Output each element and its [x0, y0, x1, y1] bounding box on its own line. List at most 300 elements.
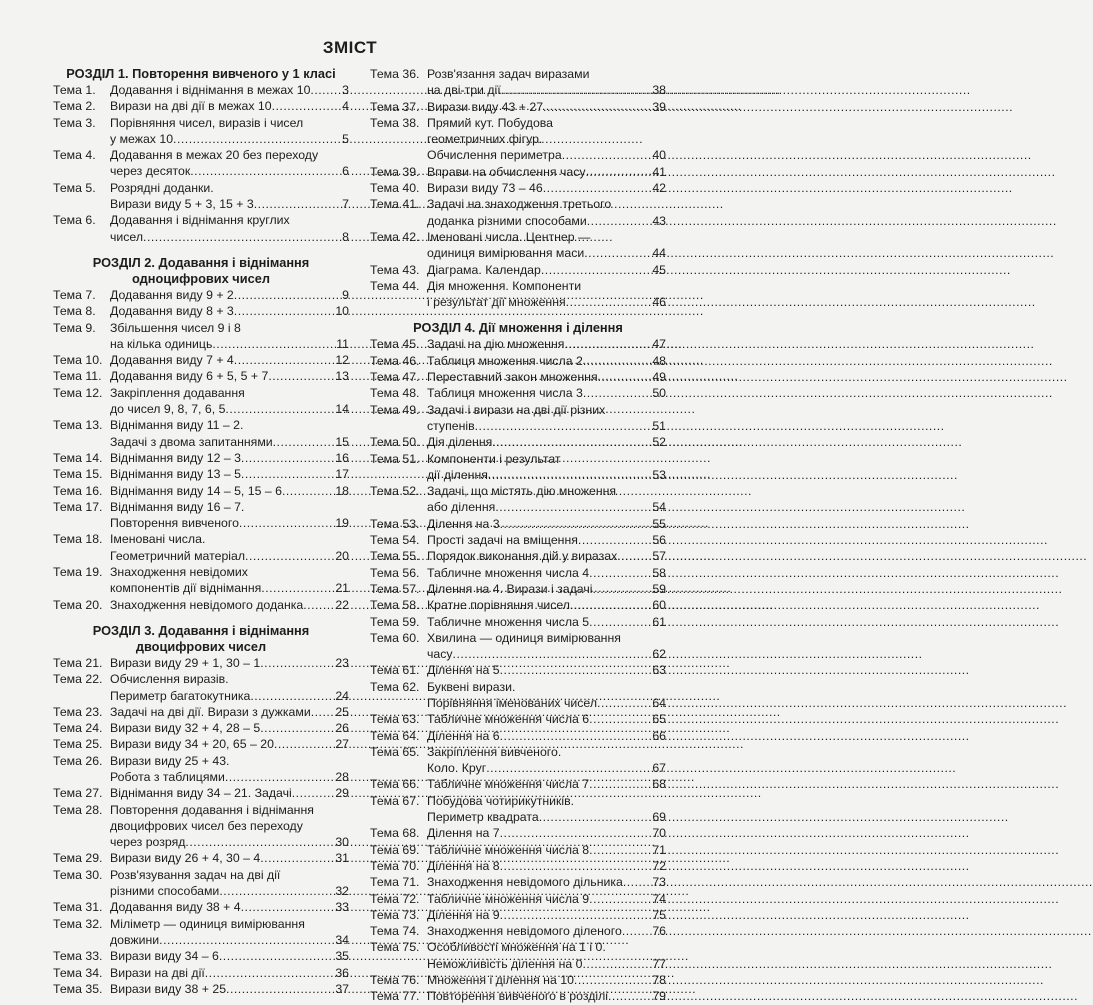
topic-line	[427, 336, 666, 352]
page-number: 35	[335, 949, 349, 964]
topic-line	[427, 874, 666, 890]
page-number: 17	[335, 467, 349, 482]
topic-title-text: Іменовані числа. Центнер —	[427, 229, 591, 244]
topic-line	[427, 679, 666, 695]
topic-body	[110, 867, 349, 900]
dot-leader	[500, 516, 651, 532]
topic-title-text: Геометричний матеріал	[110, 548, 246, 563]
topic-line	[110, 531, 349, 547]
topic-number: Тема 52.	[370, 484, 420, 499]
dot-leader	[617, 548, 650, 564]
topic-line	[427, 760, 666, 776]
topic-line	[427, 99, 666, 115]
topic-body	[427, 614, 666, 630]
dot-leader	[310, 82, 340, 98]
dot-leader	[488, 467, 650, 483]
topic-line	[110, 899, 349, 915]
dot-leader	[587, 213, 651, 229]
page-number: 10	[335, 304, 349, 319]
toc-entry	[370, 115, 666, 164]
topic-line	[427, 147, 666, 163]
topic-number: Тема 48.	[370, 386, 420, 401]
topic-body	[110, 368, 349, 384]
topic-title-text: і результат дії множення	[427, 295, 566, 310]
topic-line	[427, 548, 666, 564]
toc-entry	[53, 597, 349, 613]
toc-entry	[370, 874, 666, 890]
page-number: 53	[652, 467, 666, 482]
topic-line	[427, 115, 666, 131]
topic-line	[427, 434, 666, 450]
dot-leader	[486, 760, 650, 776]
page-number: 15	[335, 434, 349, 449]
topic-body	[427, 858, 666, 874]
toc-entry	[53, 82, 349, 98]
toc-entry	[370, 385, 666, 401]
section-heading-line: РОЗДІЛ 1. Повторення вивченого у 1 класі	[66, 66, 336, 81]
topic-number: Тема 20.	[53, 597, 103, 612]
topic-body	[427, 369, 666, 385]
dot-leader	[190, 163, 340, 179]
topic-body	[427, 278, 666, 311]
topic-body	[427, 196, 666, 229]
page-number: 60	[652, 598, 666, 613]
topic-title-text: через десяток	[110, 164, 191, 179]
topic-body	[110, 916, 349, 949]
topic-title-text: Вирази виду 73 – 46	[427, 181, 543, 196]
topic-number: Тема 3.	[53, 115, 96, 130]
topic-number: Тема 38.	[370, 115, 420, 130]
topic-line	[110, 655, 349, 671]
topic-line	[427, 744, 666, 760]
topic-title-text: Задачі на дію множення	[427, 337, 565, 352]
topic-line	[110, 688, 349, 704]
dot-leader	[589, 842, 650, 858]
dot-leader	[570, 597, 650, 613]
topic-number: Тема 41.	[370, 197, 420, 212]
topic-title-text: Периметр квадрата	[427, 810, 539, 825]
toc-entry	[370, 483, 666, 516]
toc-entry	[53, 981, 349, 997]
topic-line	[110, 417, 349, 433]
topic-title-text: Дія ділення	[427, 435, 493, 450]
toc-entry	[370, 402, 666, 435]
dot-leader	[492, 434, 650, 450]
topic-body	[427, 99, 666, 115]
topic-title-text: часу	[427, 647, 453, 662]
topic-line	[110, 131, 349, 147]
topic-body	[427, 874, 666, 890]
dot-leader	[593, 581, 651, 597]
dot-leader	[250, 688, 333, 704]
topic-number: Тема 6.	[53, 213, 96, 228]
topic-line	[110, 450, 349, 466]
page-number: 18	[335, 483, 349, 498]
dot-leader	[589, 614, 650, 630]
dot-leader	[597, 695, 650, 711]
dot-leader	[241, 450, 333, 466]
dot-leader	[623, 874, 650, 890]
topic-title-text: Табличне множення числа 6	[427, 712, 590, 727]
topic-number: Тема 14.	[53, 450, 103, 465]
toc-entry	[53, 867, 349, 900]
topic-line	[110, 287, 349, 303]
dot-leader	[261, 580, 333, 596]
topic-line	[110, 336, 349, 352]
topic-body	[427, 353, 666, 369]
topic-number: Тема 71.	[370, 875, 420, 890]
page-number: 24	[335, 688, 349, 703]
topic-number: Тема 56.	[370, 565, 420, 580]
topic-body	[427, 711, 666, 727]
topic-number: Тема 65.	[370, 744, 420, 759]
topic-body	[110, 720, 349, 736]
topic-number: Тема 60.	[370, 630, 420, 645]
dot-leader	[539, 809, 651, 825]
toc-entry	[370, 196, 666, 229]
topic-body	[427, 923, 666, 939]
topic-line	[427, 294, 666, 310]
dot-leader	[241, 899, 334, 915]
topic-body	[427, 597, 666, 613]
topic-title-text: Діаграма. Календар	[427, 262, 541, 277]
topic-line	[427, 842, 666, 858]
topic-number: Тема 13.	[53, 418, 103, 433]
topic-number: Тема 25.	[53, 737, 103, 752]
topic-number: Тема 44.	[370, 278, 420, 293]
topic-number: Тема 1.	[53, 83, 96, 97]
topic-number: Тема 62.	[370, 679, 420, 694]
toc-entry	[370, 858, 666, 874]
topic-line	[110, 483, 349, 499]
topic-body	[110, 655, 349, 671]
dot-leader	[260, 655, 333, 671]
topic-number: Тема 31.	[53, 900, 103, 915]
topic-title-text: довжини	[110, 932, 160, 947]
topic-body	[427, 776, 666, 792]
topic-number: Тема 4.	[53, 148, 96, 163]
toc-entry	[370, 679, 666, 712]
toc-entry	[53, 450, 349, 466]
topic-title-text: Вирази виду 32 + 4, 28 – 5	[110, 721, 261, 736]
topic-line	[110, 196, 349, 212]
page-number: 31	[335, 851, 349, 866]
page-number: 55	[652, 516, 666, 531]
topic-line	[110, 753, 349, 769]
topic-number: Тема 50.	[370, 435, 420, 450]
topic-title-text: Розв'язування задач на дві дії	[110, 867, 281, 882]
topic-line	[110, 180, 349, 196]
topic-title-text: Ділення на 8	[427, 858, 500, 873]
toc-entry	[370, 262, 666, 278]
topic-number: Тема 24.	[53, 721, 103, 736]
toc-entry	[53, 802, 349, 851]
topic-number: Тема 37.	[370, 99, 420, 114]
topic-body	[427, 483, 666, 516]
section-heading-line: одноцифрових чисел	[132, 270, 270, 286]
topic-body	[427, 164, 666, 180]
toc-entry	[53, 948, 349, 964]
topic-title-text: дії ділення	[427, 467, 488, 482]
topic-number: Тема 75.	[370, 940, 420, 955]
topic-title-text: компонентів дії віднімання	[110, 581, 262, 596]
topic-line	[110, 932, 349, 948]
topic-line	[427, 614, 666, 630]
toc-entry	[53, 212, 349, 245]
topic-number: Тема 36.	[370, 67, 420, 81]
dot-leader	[143, 229, 340, 245]
page-number: 78	[652, 973, 666, 988]
topic-number: Тема 70.	[370, 858, 420, 873]
section-heading	[53, 623, 349, 655]
topic-line	[110, 466, 349, 482]
topic-title-text: Задачі, що містять дію множення	[427, 484, 617, 499]
toc-entry	[370, 776, 666, 792]
topic-title-text: Обчислення периметра	[427, 148, 562, 163]
page-number: 77	[652, 956, 666, 971]
topic-title-text: двоцифрових чисел без переходу	[110, 818, 303, 833]
page-number: 20	[335, 548, 349, 563]
dot-leader	[453, 646, 651, 662]
page-number: 42	[652, 181, 666, 196]
topic-title-text: Компоненти і результат	[427, 451, 561, 466]
topic-title-text: Прості задачі на вміщення	[427, 533, 578, 548]
topic-line	[427, 532, 666, 548]
page-number: 37	[335, 981, 349, 996]
toc-entry	[53, 671, 349, 704]
page-number: 5	[342, 131, 349, 146]
topic-title-text: Ділення на 7	[427, 826, 500, 841]
dot-leader	[475, 418, 651, 434]
dot-leader	[260, 720, 333, 736]
toc-entry	[370, 164, 666, 180]
topic-line	[427, 131, 666, 147]
topic-line	[110, 515, 349, 531]
topic-title-text: Ділення на 3	[427, 516, 500, 531]
toc-entry	[53, 287, 349, 303]
topic-title-text: Табличне множення числа 5	[427, 614, 590, 629]
topic-title-text: Ділення на 5	[427, 663, 500, 678]
toc-entry	[53, 704, 349, 720]
topic-number: Тема 22.	[53, 672, 103, 687]
topic-title-text: Особливості множення на 1 і 0.	[427, 940, 606, 955]
page-number: 36	[335, 965, 349, 980]
topic-title-text: Віднімання виду 13 – 5	[110, 467, 241, 482]
topic-body	[427, 907, 666, 923]
topic-body	[427, 988, 666, 1004]
dot-leader	[260, 850, 333, 866]
topic-number: Тема 57.	[370, 581, 420, 596]
page-title: ЗМІСТ	[322, 38, 378, 57]
page-number: 74	[652, 891, 666, 906]
topic-line	[110, 818, 349, 834]
topic-title-text: Коло. Круг	[427, 761, 487, 776]
topic-line	[427, 695, 666, 711]
topic-title-text: Вирази виду 43 + 27	[427, 99, 544, 114]
topic-title-text: Додавання виду 8 + 3	[110, 304, 234, 319]
topic-line	[110, 981, 349, 997]
dot-leader	[212, 336, 334, 352]
topic-number: Тема 27.	[53, 786, 103, 801]
topic-body	[427, 972, 666, 988]
topic-line	[427, 972, 666, 988]
toc-entry	[370, 842, 666, 858]
dot-leader	[239, 515, 333, 531]
dot-leader	[543, 180, 651, 196]
topic-line	[427, 418, 666, 434]
topic-body	[110, 671, 349, 704]
topic-line	[110, 115, 349, 131]
topic-line	[427, 483, 666, 499]
toc-entry	[370, 662, 666, 678]
toc-entry	[370, 369, 666, 385]
page-number: 47	[652, 337, 666, 352]
topic-title-text: Периметр багатокутника	[110, 688, 251, 703]
topic-line	[110, 802, 349, 818]
topic-title-text: Ділення на 9	[427, 907, 500, 922]
topic-title-text: Кратне порівняння чисел	[427, 598, 570, 613]
section-heading	[370, 320, 666, 336]
topic-body	[110, 115, 349, 148]
page-number: 45	[652, 262, 666, 277]
topic-body	[427, 662, 666, 678]
topic-body	[110, 850, 349, 866]
topic-title-text: Дія множення. Компоненти	[427, 278, 582, 293]
toc-entry	[53, 303, 349, 319]
topic-body	[427, 679, 666, 712]
topic-title-text: чисел	[110, 229, 144, 244]
topic-number: Тема 69.	[370, 842, 420, 857]
topic-body	[110, 483, 349, 499]
topic-body	[110, 785, 349, 801]
topic-body	[427, 793, 666, 826]
topic-line	[427, 793, 666, 809]
topic-line	[110, 352, 349, 368]
topic-title-text: Порядок виконання дій у виразах	[427, 549, 618, 564]
topic-body	[110, 948, 349, 964]
topic-body	[110, 899, 349, 915]
dot-leader	[566, 294, 651, 310]
topic-body	[110, 499, 349, 532]
page-number: 16	[335, 450, 349, 465]
topic-title-text: Порівняння чисел, виразів і чисел	[110, 115, 304, 130]
topic-title-text: у межах 10	[110, 131, 174, 146]
page-number: 51	[652, 418, 666, 433]
topic-title-text: або ділення	[427, 500, 496, 515]
topic-number: Тема 54.	[370, 533, 420, 548]
page-number: 66	[652, 728, 666, 743]
topic-title-text: до чисел 9, 8, 7, 6, 5	[110, 402, 226, 417]
page-number: 75	[652, 907, 666, 922]
topic-title-text: Вирази виду 38 + 25	[110, 981, 227, 996]
toc-entry	[53, 720, 349, 736]
dot-leader	[226, 981, 333, 997]
topic-line	[427, 858, 666, 874]
topic-title-text: Вирази на дві дії	[110, 965, 205, 980]
toc-entry	[53, 320, 349, 353]
section-heading	[53, 66, 349, 82]
page-number: 70	[652, 826, 666, 841]
topic-number: Тема 26.	[53, 753, 103, 768]
toc-entry	[370, 907, 666, 923]
toc-entry	[53, 965, 349, 981]
topic-line	[427, 402, 666, 418]
topic-title-text: через розряд	[110, 835, 186, 850]
dot-leader	[273, 434, 334, 450]
toc-entry	[53, 753, 349, 786]
topic-line	[427, 891, 666, 907]
topic-line	[110, 320, 349, 336]
page-number: 54	[652, 500, 666, 515]
topic-number: Тема 55.	[370, 549, 420, 564]
topic-line	[427, 923, 666, 939]
topic-title-text: Знаходження невідомого діленого	[427, 924, 622, 939]
topic-number: Тема 63.	[370, 712, 420, 727]
topic-number: Тема 64.	[370, 728, 420, 743]
toc-entry	[370, 891, 666, 907]
dot-leader	[564, 336, 650, 352]
topic-line	[110, 720, 349, 736]
topic-title-text: Хвилина — одиниця вимірювання	[427, 630, 621, 645]
topic-body	[110, 303, 349, 319]
topic-number: Тема 18.	[53, 532, 103, 547]
topic-body	[427, 842, 666, 858]
topic-number: Тема 58.	[370, 598, 420, 613]
topic-title-text: Закріплення вивченого.	[427, 744, 562, 759]
topic-line	[110, 82, 349, 98]
dot-leader	[274, 736, 333, 752]
topic-line	[110, 769, 349, 785]
toc-entry	[53, 385, 349, 418]
section-heading-line: двоцифрових чисел	[135, 638, 267, 654]
topic-title-text: Віднімання виду 14 – 5, 15 – 6	[110, 483, 282, 498]
topic-line	[427, 581, 666, 597]
topic-title-text: Табличне множення числа 9	[427, 891, 590, 906]
topic-line	[110, 785, 349, 801]
dot-leader	[234, 287, 340, 303]
toc-entry	[370, 972, 666, 988]
section-heading-line: РОЗДІЛ 3. Додавання і віднімання	[92, 622, 310, 638]
topic-line	[427, 262, 666, 278]
topic-line	[427, 66, 666, 82]
topic-line	[427, 907, 666, 923]
topic-number: Тема 34.	[53, 965, 103, 980]
topic-line	[110, 98, 349, 114]
page-number: 57	[652, 549, 666, 564]
topic-body	[427, 229, 666, 262]
topic-title-text: Додавання в межах 20 без переходу	[110, 148, 319, 163]
toc-column-right	[370, 66, 666, 1005]
topic-number: Тема 67.	[370, 793, 420, 808]
topic-title-text: Табличне множення числа 8	[427, 842, 590, 857]
dot-leader	[541, 262, 650, 278]
topic-body	[110, 287, 349, 303]
topic-body	[110, 753, 349, 786]
page-number: 46	[652, 295, 666, 310]
dot-leader	[622, 923, 651, 939]
topic-title-text: Задачі і вирази на дві дії різних	[427, 402, 606, 417]
topic-line	[110, 385, 349, 401]
topic-line	[110, 434, 349, 450]
topic-title-text: Вправи на обчислення часу	[427, 164, 586, 179]
page-number: 11	[336, 336, 349, 351]
topic-title-text: Розв'язання задач виразами	[427, 67, 590, 81]
topic-title-text: Табличне множення числа 4	[427, 565, 590, 580]
dot-leader	[562, 147, 651, 163]
topic-line	[427, 499, 666, 515]
page-number: 27	[335, 737, 349, 752]
topic-body	[427, 451, 666, 484]
